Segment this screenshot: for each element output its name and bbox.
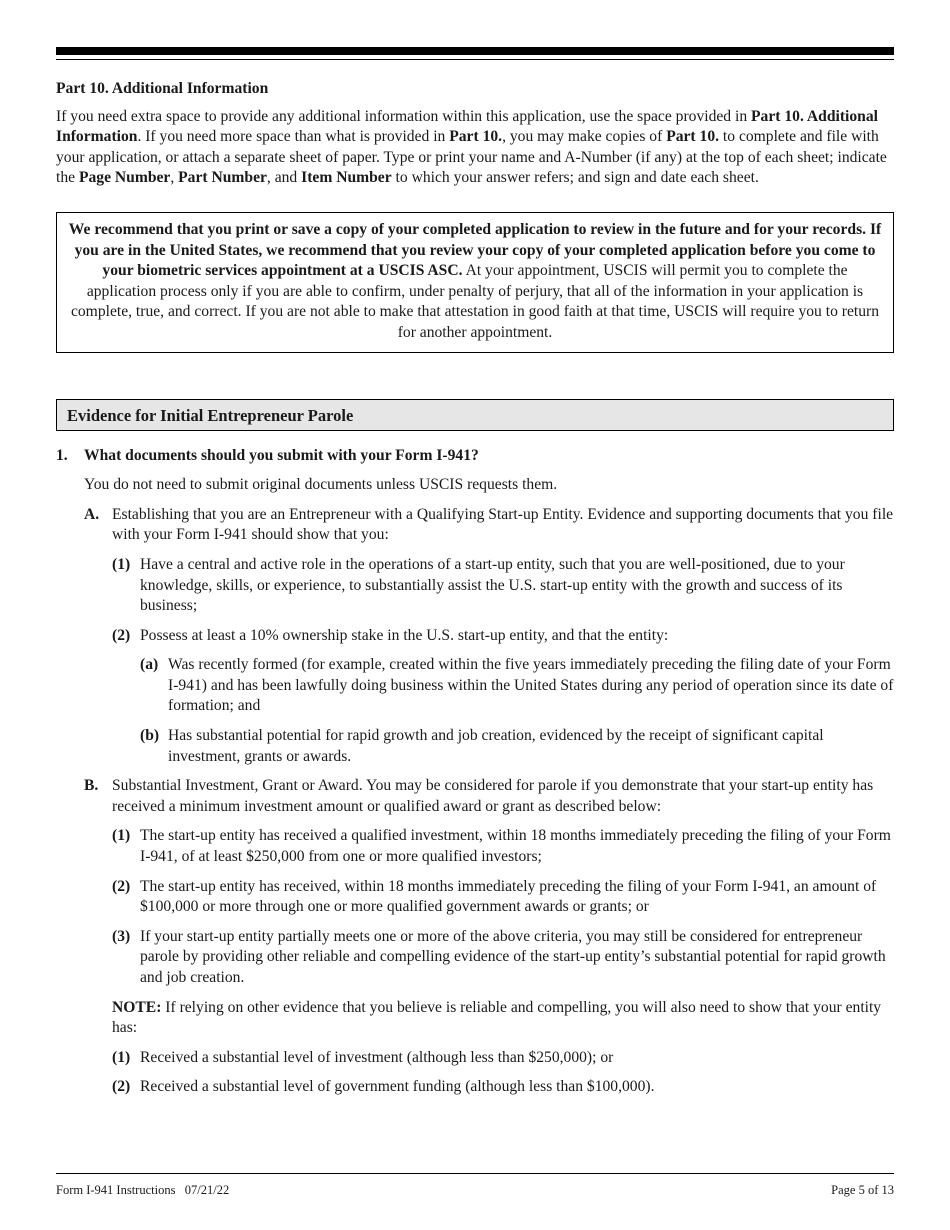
item-text: If your start-up entity partially meets one or more of the above criteria, you may still be considered for entrepreneur parole by providing other reliable and compelling evidence of the start-up entity’s substantial potential for rapid growth and job creation. (140, 927, 886, 986)
item-A (84, 505, 894, 768)
item-label: (1) (112, 1048, 131, 1066)
item-text: Received a substantial level of investment (although less than $250,000); or (140, 1048, 614, 1066)
note-label: NOTE: (112, 998, 162, 1016)
part-10-text-1: If you need extra space to provide any additional information within this application, use the space provided in (56, 107, 752, 125)
list-item (112, 1048, 894, 1069)
list-subitem (140, 655, 894, 717)
item-label: (1) (112, 555, 131, 573)
item-B (84, 776, 894, 1098)
item-label: B. (84, 777, 99, 795)
note (112, 998, 894, 1039)
section-header: Evidence for Initial Entrepreneur Parole (56, 399, 894, 431)
list-item (112, 826, 894, 867)
item-label: (b) (140, 727, 160, 745)
item-text: The start-up entity has received a qualified investment, within 18 months immediately preceding the filing of your Form I-941, of at least $250,000 from one or more qualified investors; (140, 827, 891, 866)
question-number: 1. (56, 446, 68, 464)
list-subitem (140, 726, 894, 767)
header-rule-thin (56, 59, 894, 60)
part-10-text-7: to which your answer refers; and sign and date each sheet. (391, 169, 759, 187)
part-10-text-2: . If you need more space than what is provided in (137, 128, 450, 146)
item-label: (2) (112, 877, 131, 895)
list-item (112, 877, 894, 918)
item-text: Substantial Investment, Grant or Award. You may be considered for parole if you demonstrate that your start-up entity has received a minimum investment amount or qualified award or grant as described below: (112, 777, 874, 815)
part-10-body (56, 107, 894, 189)
footer-rule (56, 1173, 894, 1174)
part-10-bold-5: Part Number (178, 169, 267, 187)
note-text: If relying on other evidence that you believe is reliable and compelling, you will also need to show that your entity has: (112, 998, 882, 1037)
part-10-bold-6: Item Number (301, 169, 392, 187)
item-label: (a) (140, 656, 159, 674)
item-label: (2) (112, 626, 131, 644)
item-text: Have a central and active role in the operations of a start-up entity, such that you are well-positioned, due to your knowledge, skills, or experience, to substantially assist the U.S. start-up entity with the growth and success of its business; (140, 555, 845, 615)
item-text: Received a substantial level of government funding (although less than $100,000). (140, 1078, 655, 1096)
part-10-bold-4: Page Number (78, 169, 171, 187)
item-label: (2) (112, 1078, 131, 1096)
header-rule-thick (56, 47, 894, 55)
part-10-text-4: to complete and file with your application, or attach a separate sheet of paper. Type or print your name and A-Number (if any) at the top of each sheet; indicate the (56, 128, 887, 187)
recommendation-text: At your appointment, USCIS will permit you to complete the application process only if you are able to confirm, under penalty of perjury, that all of the information in your application is complete, true, and correct. If you are not able to make that attestation in good faith at that time, USCIS will require you to return for another appointment. (70, 262, 880, 341)
footer-form-info: Form I-941 Instructions 07/21/22 (56, 1183, 230, 1197)
item-label: (1) (112, 827, 131, 845)
list-item (112, 555, 894, 617)
page-content (56, 79, 894, 1098)
recommendation-box (56, 212, 894, 353)
item-text: Possess at least a 10% ownership stake in the U.S. start-up entity, and that the entity: (140, 626, 669, 644)
part-10-title: Part 10. Additional Information (56, 80, 269, 97)
part-10-text-5: , (170, 169, 179, 187)
part-10-bold-1: Part 10. Additional Information (56, 107, 878, 146)
question-intro: You do not need to submit original documents unless USCIS requests them. (84, 476, 558, 494)
item-label: (3) (112, 927, 131, 945)
question-text: What documents should you submit with your Form I-941? (84, 446, 479, 464)
list-item (112, 1077, 894, 1098)
question-1 (56, 446, 894, 467)
list-item (112, 626, 894, 768)
list-item (112, 927, 894, 989)
item-text: Was recently formed (for example, created within the five years immediately preceding the filing date of your Form I-941) and has been lawfully doing business within the United States during any period of operation since its date of formation; and (168, 656, 894, 715)
part-10-bold-3: Part 10. (666, 128, 720, 146)
part-10-text-6: , and (266, 169, 302, 187)
item-text: Establishing that you are an Entrepreneur with a Qualifying Start-up Entity. Evidence and supporting documents that you file with your Form I-941 should show that you: (112, 505, 894, 544)
footer-page-number: Page 5 of 13 (831, 1183, 894, 1197)
part-10-text-3: , you may make copies of (502, 128, 667, 146)
item-text: Has substantial potential for rapid growth and job creation, evidenced by the receipt of significant capital investment, grants or awards. (168, 727, 824, 765)
recommendation-bold-text: We recommend that you print or save a copy of your completed application to review in the future and for your records. If you are in the United States, we recommend that you review your copy of your completed application before you come to your biometric services appointment at a USCIS ASC. (68, 220, 882, 280)
question-1-body (84, 475, 894, 1098)
item-label: A. (84, 505, 100, 523)
part-10-bold-2: Part 10. (449, 128, 503, 146)
item-text: The start-up entity has received, within 18 months immediately preceding the filing of your Form I-941, an amount of $100,000 or more through one or more qualified government awards or grants; or (140, 877, 877, 916)
